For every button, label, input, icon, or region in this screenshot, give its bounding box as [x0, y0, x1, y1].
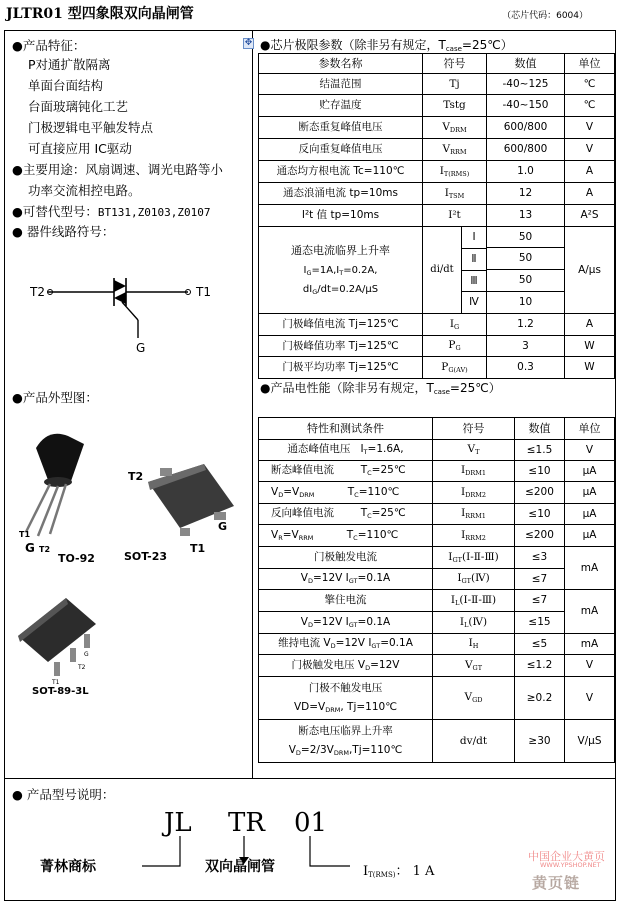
table-row: 贮存温度 Tstg -40~150 ℃ — [259, 95, 615, 117]
col-header: 参数名称 — [259, 54, 423, 74]
sot89-pin-t2: T2 — [78, 664, 86, 671]
datasheet-title: JLTR01 型四象限双向晶闸管 — [6, 6, 194, 22]
feature-item: 门极逻辑电平触发特点 — [28, 120, 154, 135]
gate-label: G — [136, 341, 146, 355]
feature-item: 单面台面结构 — [28, 78, 104, 93]
table-move-handle-icon[interactable]: ✥ — [244, 38, 253, 48]
terminal-t2-label: T2 — [30, 285, 45, 299]
package-outline-drawings — [8, 410, 248, 700]
chip-code: （芯片代码：6004） — [502, 11, 588, 21]
table-row: I²t 值 tp=10ms I²t 13 A²S — [259, 205, 615, 227]
table-row: 断态电压临界上升率 $V_D=2/3V_{DRM},Tj=110℃$ dv/dt ≥30 V/μS — [259, 720, 615, 763]
sot89-package — [18, 598, 96, 697]
brand-label: 菁林商标 — [40, 859, 96, 875]
features-heading: ●产品特征： — [12, 38, 86, 53]
triac-symbol-diagram — [30, 268, 220, 358]
model-part-current: 01 — [294, 808, 328, 838]
electrical-heading: ●产品电性能（除非另有规定，$T_{case}=25℃$） — [260, 381, 501, 396]
table-row-didt: 通态电流临界上升率 $I_G=1A,I_T=0.2A$, $dI_G/dt=0.2A/\mu S$ di/dt Ⅰ Ⅱ Ⅲ Ⅳ 50 A/μs — [259, 227, 615, 248]
current-label: $I_{T(RMS)}$： 1 A — [363, 864, 435, 879]
col-header: 符号 — [433, 418, 515, 440]
to92-pin-g: G — [25, 541, 35, 555]
terminal-t1-label: T1 — [196, 285, 211, 299]
table-row: 门极平均功率 Tj=125℃ $P_{G(AV)}$ 0.3 W — [259, 357, 615, 379]
table-row: 断态峰值电流 $T_C=25℃$ $I_{DRM1}$ ≤10 μA — [259, 461, 615, 482]
sot89-pin-t1: T1 — [52, 679, 60, 686]
sot89-label: SOT-89-3L — [32, 686, 89, 697]
watermark-line-2: WWW.YPSHOP.NET — [540, 861, 601, 869]
col-header: 符号 — [423, 54, 487, 74]
appearance-heading: ●产品外型图： — [12, 390, 98, 405]
sot23-pin-g: G — [218, 520, 228, 533]
limits-table — [258, 53, 615, 379]
brand-callout-line — [142, 836, 180, 866]
table-row: 门极触发电流 $I_{GT}(Ⅰ-Ⅱ-Ⅲ)$ ≤3 mA — [259, 547, 615, 569]
replacement-label: ●可替代型号： — [12, 204, 98, 219]
feature-item: 台面玻璃钝化工艺 — [28, 99, 129, 114]
table-row: 门极触发电压 $V_D=12V$ $V_{GT}$ ≤1.2 V — [259, 655, 615, 677]
sot23-pin-t2: T2 — [128, 470, 144, 483]
table-row: 擎住电流 $I_L(Ⅰ-Ⅱ-Ⅲ)$ ≤7 mA — [259, 590, 615, 612]
col-header: 单位 — [565, 418, 615, 440]
table-row: 通态均方根电流 Tc=110℃ $I_{T(RMS)}$ 1.0 A — [259, 161, 615, 183]
watermark-line-1: 中国企业大黄页 — [528, 850, 605, 863]
to92-pin-t1: T1 — [19, 530, 31, 539]
table-row: $V_D=12V$ $I_{GT}=0.1A$ $I_{GT}(Ⅳ)$ ≤7 — [259, 569, 615, 590]
table-row: 通态浪涌电流 tp=10ms $I_{TSM}$ 12 A — [259, 183, 615, 205]
col-header: 特性和测试条件 — [259, 418, 433, 440]
sot23-package — [124, 464, 234, 563]
table-row: 维持电流 $V_D=12V$ $I_{GT}=0.1A$ $I_H$ ≤5 mA — [259, 634, 615, 655]
table-row: 50 — [259, 270, 615, 292]
col-header: 单位 — [565, 54, 615, 74]
table-row: 通态峰值电压 $I_T=1.6A$, $V_T$ ≤1.5 V — [259, 440, 615, 461]
triac-diode-reverse — [114, 292, 126, 304]
model-part-brand: JL — [164, 808, 192, 838]
sot23-pin-t1: T1 — [190, 542, 206, 555]
limits-heading: ●芯片极限参数（除非另有规定，$T_{case}=25℃$） — [260, 38, 513, 53]
current-callout-line — [310, 836, 350, 866]
uses-line-1: ●主要用途：风扇调速、调光电路等小 — [12, 162, 223, 177]
table-row: $V_R=V_{RRM}$ $T_C=110℃$ $I_{RRM2}$ ≤200 μA — [259, 525, 615, 547]
to92-pin-t2: T2 — [39, 545, 51, 554]
triac-diode-forward — [114, 280, 126, 292]
sot89-pin-g: G — [84, 651, 89, 658]
table-row: 结温范围 Tj -40~125 ℃ — [259, 74, 615, 95]
sot23-label: SOT-23 — [124, 550, 168, 563]
electrical-table — [258, 417, 615, 763]
model-heading: ● 产品型号说明： — [12, 787, 115, 802]
column-divider — [252, 30, 253, 778]
model-part-type: TR — [228, 808, 265, 838]
watermark-line-3: 黄页链 — [532, 874, 581, 892]
to92-package — [19, 434, 95, 565]
to92-label: TO-92 — [58, 552, 95, 565]
gate-diagonal — [122, 302, 138, 320]
table-row: $V_D=12V$ $I_{GT}=0.1A$ $I_L(Ⅳ)$ ≤15 — [259, 612, 615, 634]
col-header: 数值 — [487, 54, 565, 74]
replacement-models — [12, 202, 211, 220]
table-row: 10 — [259, 292, 615, 314]
section-divider — [4, 778, 616, 779]
uses-line-2: 功率交流相控电路。 — [28, 183, 141, 198]
symbol-heading: ● 器件线路符号： — [12, 224, 115, 239]
table-row: 门极峰值功率 Tj=125℃ $P_G$ 3 W — [259, 336, 615, 357]
table-header-row — [259, 418, 615, 440]
feature-item: 可直接应用 IC驱动 — [28, 141, 132, 156]
feature-item: P对通扩散隔离 — [28, 57, 111, 72]
table-row: 50 — [259, 248, 615, 270]
table-row: 反向重复峰值电压 $V_{RRM}$ 600/800 V — [259, 139, 615, 161]
col-header: 数值 — [515, 418, 565, 440]
table-row: 断态重复峰值电压 $V_{DRM}$ 600/800 V — [259, 117, 615, 139]
table-row: $V_D=V_{DRM}$ $T_C=110℃$ $I_{DRM2}$ ≤200 μA — [259, 482, 615, 504]
table-row: 门极不触发电压 $VD=V_{DRM}$, Tj=110℃ $V_{GD}$ ≥0.2 V — [259, 677, 615, 720]
table-header-row — [259, 54, 615, 74]
table-row: 门极峰值电流 Tj=125℃ $I_G$ 1.2 A — [259, 314, 615, 336]
replacement-list: BT131,Z0103,Z0107 — [97, 206, 211, 219]
table-row: 反向峰值电流 $T_C=25℃$ $I_{RRM1}$ ≤10 μA — [259, 504, 615, 525]
triac-label: 双向晶闸管 — [205, 859, 275, 875]
